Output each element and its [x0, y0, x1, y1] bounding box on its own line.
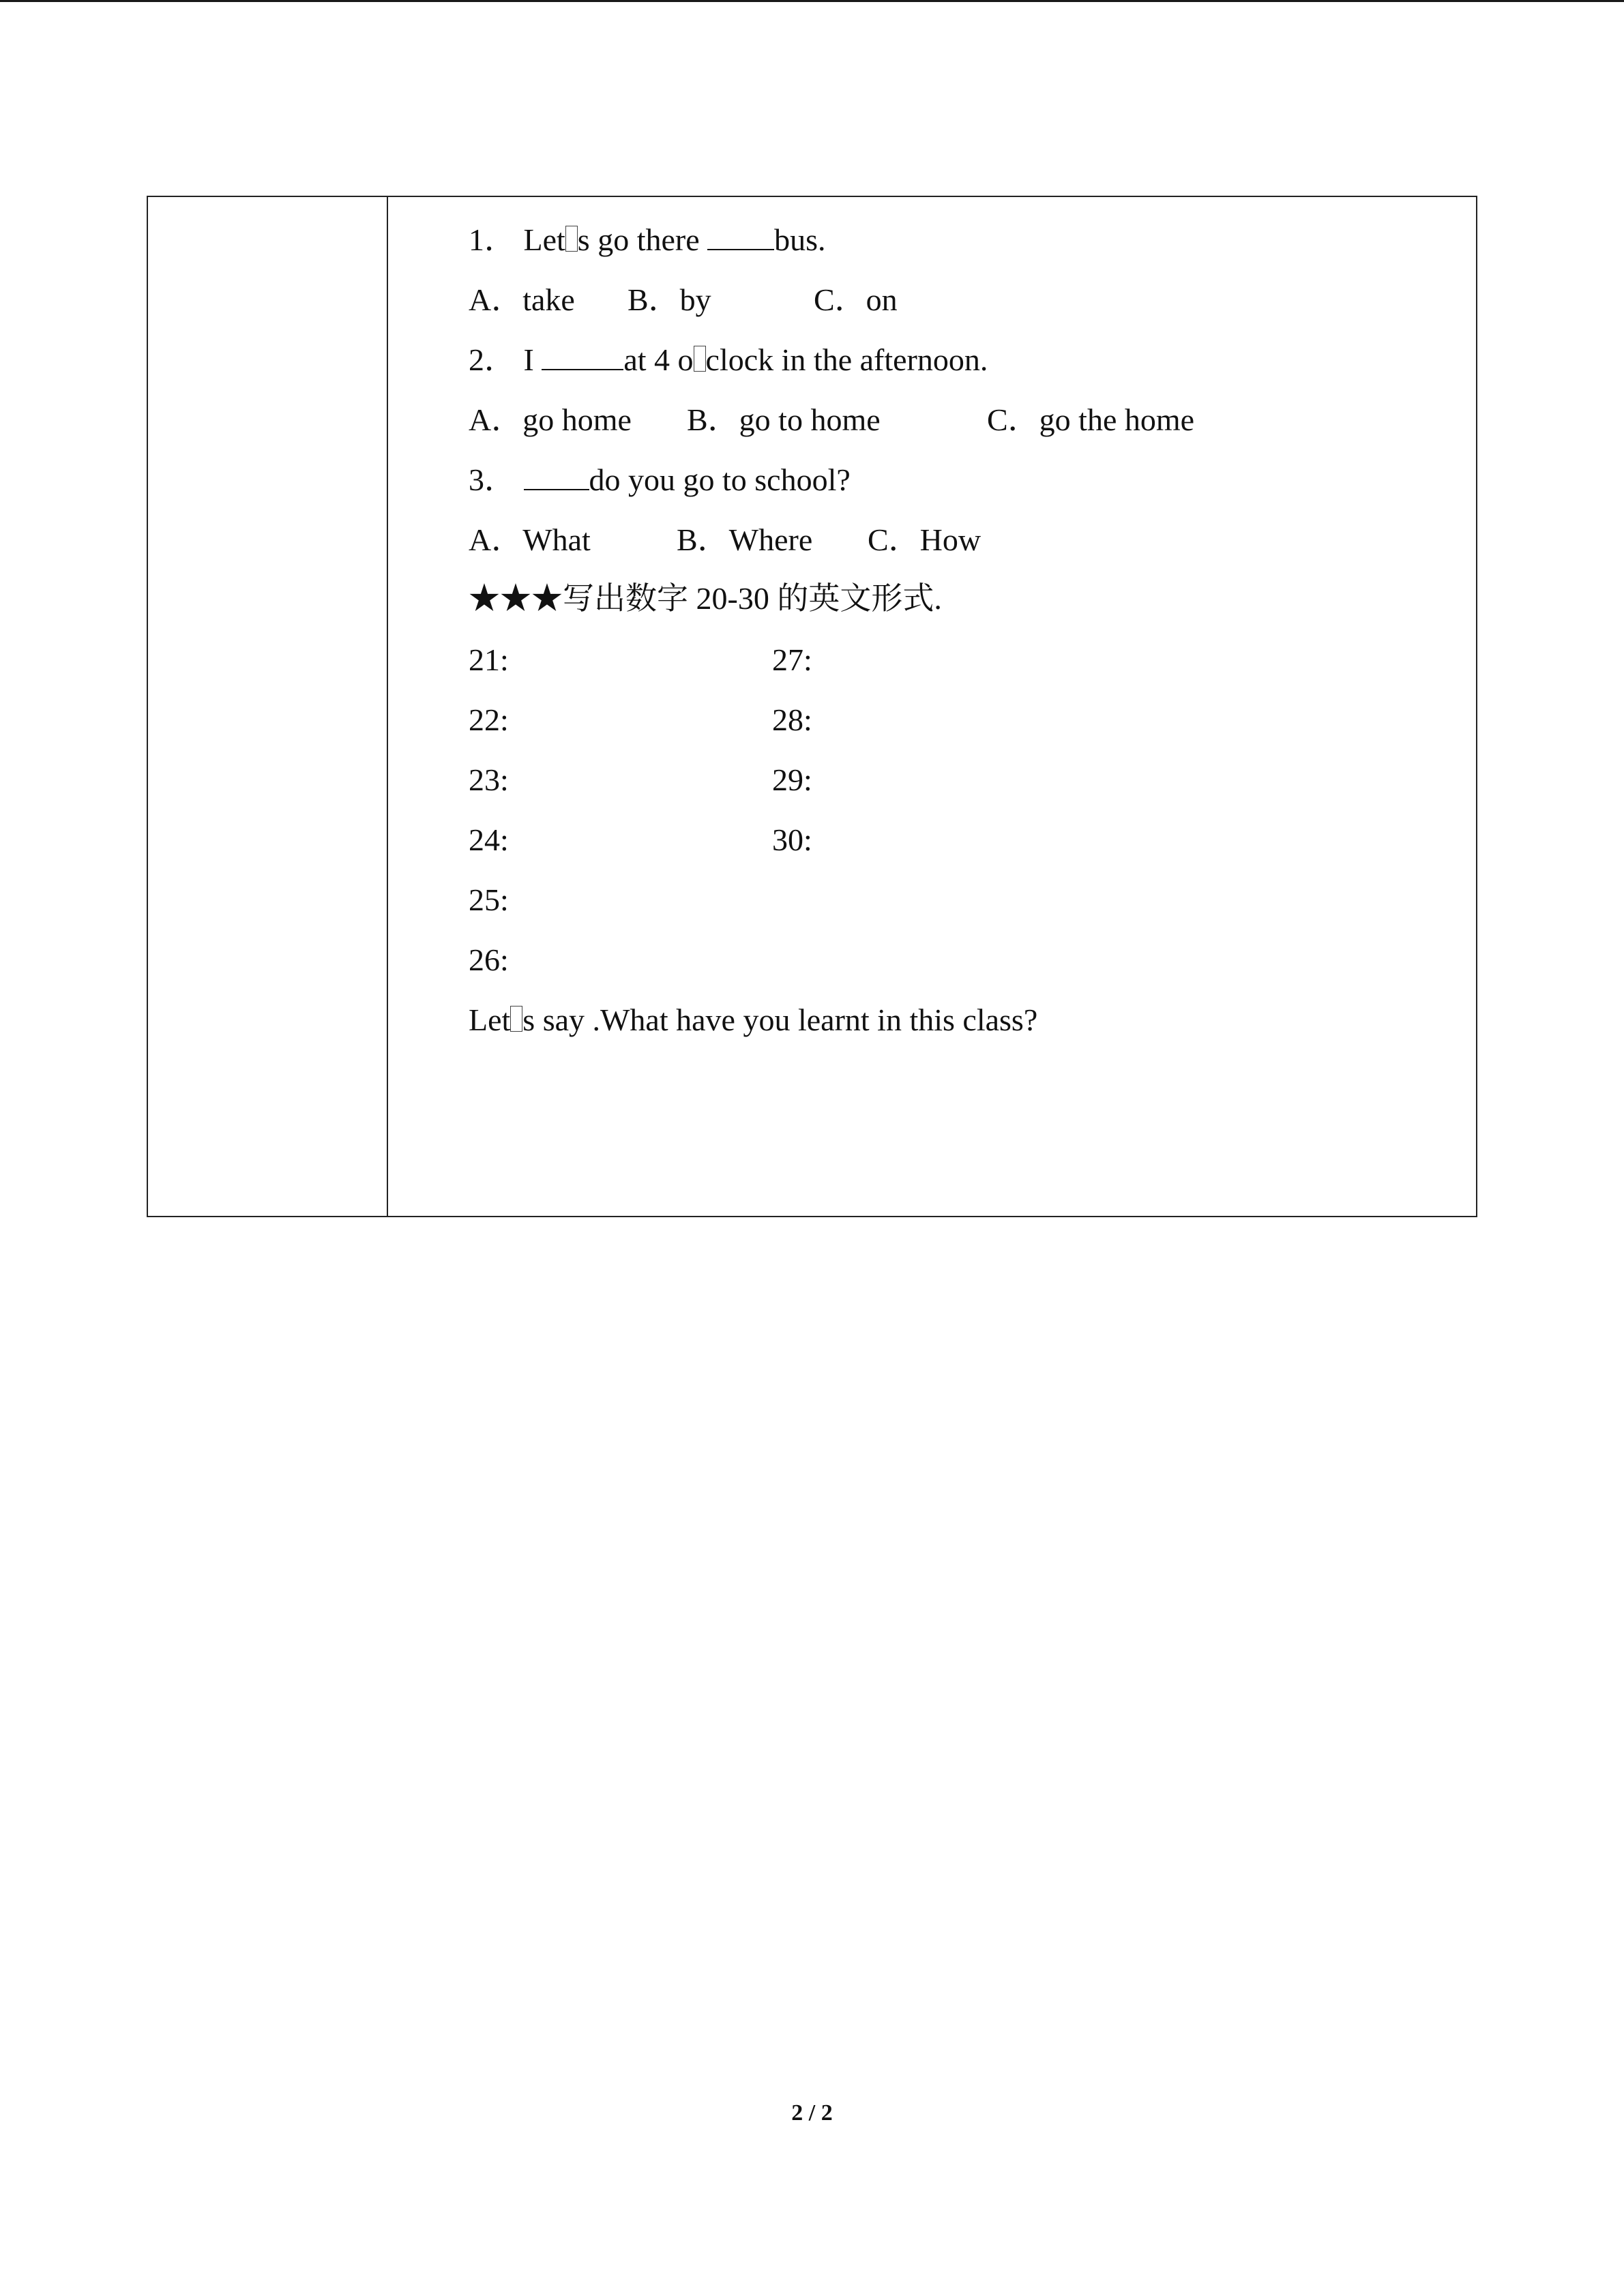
number-label: 26: [469, 942, 509, 977]
number-label: 30: [772, 822, 812, 857]
question-1-option-b: B．by [628, 282, 711, 317]
question-number: 3． [469, 462, 516, 497]
question-number: 1． [469, 222, 516, 257]
question-text: I [523, 342, 542, 377]
question-2-option-b: B．go to home [687, 402, 881, 437]
question-text: do you go to school? [589, 462, 851, 497]
number-label: 29: [772, 762, 812, 797]
question-1-option-c: C．on [814, 282, 898, 317]
number-label: 25: [469, 882, 509, 917]
number-label: 27: [772, 642, 812, 677]
left-column-cell [148, 197, 388, 1216]
answer-blank[interactable] [707, 226, 774, 250]
number-label: 28: [772, 702, 812, 737]
number-label: 22: [469, 702, 509, 737]
number-label: 23: [469, 762, 509, 797]
question-3-option-a: A．What [469, 522, 591, 557]
closing-prompt [469, 1004, 1037, 1036]
star-rating-icon: ★★★ [469, 581, 563, 616]
missing-glyph-box [694, 346, 706, 372]
question-text: bus. [774, 222, 826, 257]
top-border-line [0, 0, 1624, 2]
question-2-stem [469, 344, 988, 376]
missing-glyph-box [510, 1006, 522, 1032]
answer-blank[interactable] [542, 346, 623, 370]
missing-glyph-box [565, 226, 578, 252]
number-label: 21: [469, 642, 509, 677]
question-text: s go there [577, 222, 708, 257]
question-2-option-c: C．go the home [987, 402, 1195, 437]
question-1-option-a: A．take [469, 282, 575, 317]
question-1-stem [469, 224, 826, 256]
question-text: at 4 o [623, 342, 694, 377]
closing-text: Let [469, 1002, 511, 1037]
question-3-stem [469, 464, 851, 496]
task-instruction-text: 写出数字 20-30 的英文形式. [563, 581, 942, 616]
closing-text: s say .What have you learnt in this class? [522, 1002, 1038, 1037]
answer-blank[interactable] [524, 466, 589, 490]
page-indicator: 2 / 2 [791, 2100, 833, 2126]
question-2-option-a: A．go home [469, 402, 632, 437]
numbers-task-instruction [469, 583, 942, 614]
question-3-option-c: C．How [868, 522, 981, 557]
question-text: Let [523, 222, 565, 257]
number-label: 24: [469, 822, 509, 857]
question-text: clock in the afternoon. [705, 342, 988, 377]
question-number: 2． [469, 342, 516, 377]
question-3-option-b: B．Where [677, 522, 813, 557]
